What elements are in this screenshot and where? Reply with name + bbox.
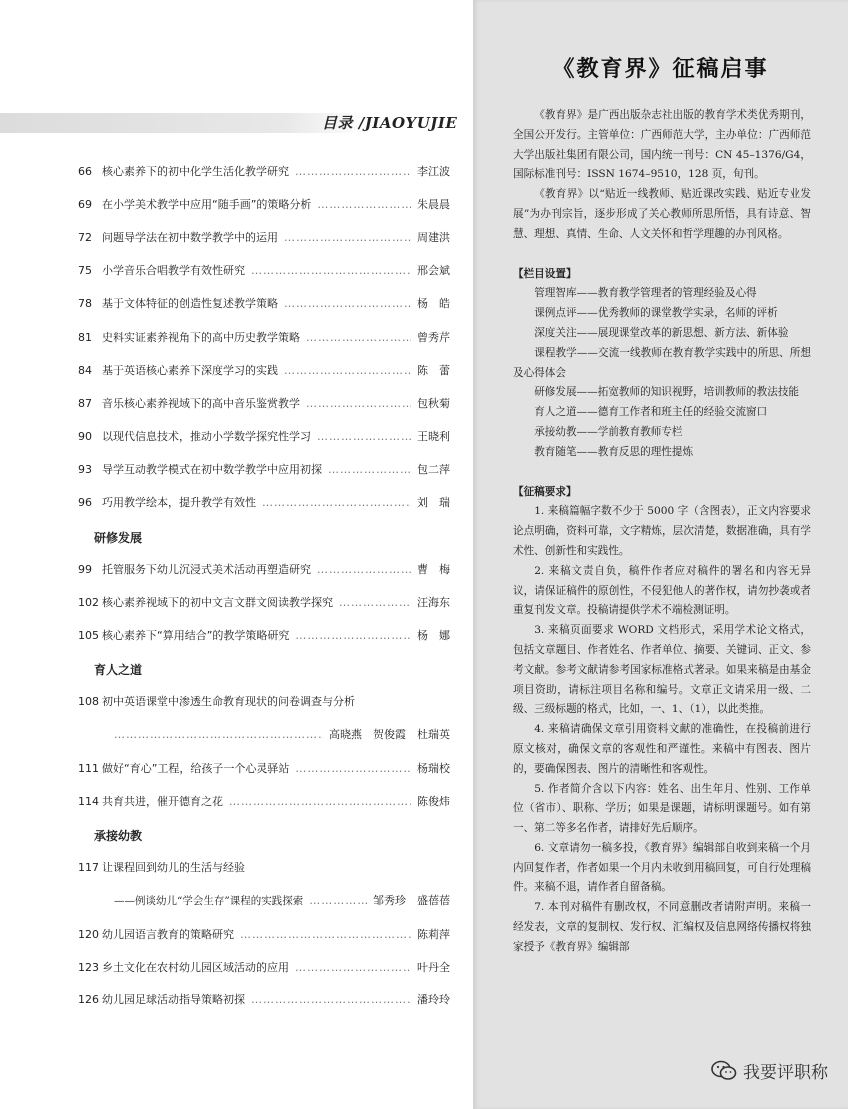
toc-entry[interactable]	[78, 163, 450, 181]
column-item: 教育随笔——教育反思的理性提炼	[534, 445, 694, 458]
toc-leader	[295, 627, 411, 645]
toc-entry[interactable]	[78, 991, 450, 1009]
toc-entry-page: 93	[78, 463, 92, 476]
requirement-item: 1. 来稿篇幅字数不少于 5000 字（含图表），正文内容要求论点明确，资料可靠，文字精炼，层次清楚，数据准确，具有学术性、创新性和实践性。	[513, 505, 811, 557]
toc-title: 目录 /JIAOYUJIE	[322, 114, 458, 132]
columns-heading: 【栏目设置】	[513, 267, 577, 280]
requirement-item: 7. 本刊对稿件有删改权，不同意删改者请附声明。来稿一经发表，文章的复制权、发行权、汇编权及信息网络传播权将独家授予《教育界》编辑部	[513, 901, 811, 953]
toc-entry-author: 汪海东	[417, 596, 450, 609]
toc-entry-page: 96	[78, 496, 92, 509]
toc-leader	[295, 760, 411, 778]
toc-leader	[339, 594, 411, 612]
toc-section-heading: 育人之道	[94, 663, 143, 677]
toc-entry-page: 87	[78, 397, 92, 410]
requirement-item: 3. 来稿页面要求 WORD 文档形式，采用学术论文格式，包括文章题目、作者姓名、作者单位、摘要、关键词、正文、参考文献。参考文献请参考国家标准格式著录。如果来稿是由基金项目资助，请标注项目名称和编号。文章正文请采用一级、二级、三级标题的格式，比如，一、1、（1），以此类推。	[513, 624, 811, 716]
toc-leader	[295, 959, 411, 977]
toc-entry-title: 导学互动教学模式在初中数学教学中应用初探	[102, 463, 322, 476]
toc-leader	[284, 362, 411, 380]
toc-entry-page: 114	[78, 795, 99, 808]
toc-entry-title: 核心素养下的初中化学生活化教学研究	[102, 165, 289, 178]
column-item: 课程教学——交流一线教师在教育教学实践中的所思、所想及心得体会	[513, 346, 811, 379]
toc-entry[interactable]	[78, 295, 450, 313]
toc-entry-page: 90	[78, 430, 92, 443]
toc-entry-title: 在小学美术教学中应用“随手画”的策略分析	[102, 198, 312, 211]
toc-leader	[229, 793, 411, 811]
column-item: 课例点评——优秀教师的课堂教学实录，名师的评析	[534, 307, 778, 320]
toc-entry[interactable]	[78, 760, 450, 778]
toc-entry-author: 陈 蕾	[417, 364, 450, 377]
toc-entry-title: 初中英语课堂中渗透生命教育现状的问卷调查与分析	[102, 695, 355, 708]
toc-entry-page: 99	[78, 563, 92, 576]
toc-leader	[284, 229, 411, 247]
column-item: 深度关注——展现课堂改革的新思想、新方法、新体验	[534, 326, 789, 339]
toc-entry[interactable]	[78, 229, 450, 247]
notice-body	[513, 106, 811, 958]
toc-leader	[317, 428, 411, 446]
toc-leader	[328, 461, 411, 479]
toc-leader	[309, 892, 367, 910]
toc-leader	[240, 926, 411, 944]
toc-entry[interactable]	[78, 329, 450, 347]
toc-entry-title: 做好“育心”工程，给孩子一个心灵驿站	[102, 762, 290, 775]
toc-entry-title: 基于英语核心素养下深度学习的实践	[102, 364, 278, 377]
toc-entry-page: 84	[78, 364, 92, 377]
toc-entry-page: 66	[78, 165, 92, 178]
toc-entry-title: 小学音乐合唱教学有效性研究	[102, 264, 245, 277]
toc-entry[interactable]	[78, 793, 450, 811]
toc-entry-title: 以现代信息技术，推动小学数学探究性学习	[102, 430, 311, 443]
requirements-heading: 【征稿要求】	[513, 485, 577, 498]
toc-entry[interactable]	[78, 494, 450, 512]
column-item: 研修发展——拓宽教师的知识视野，培训教师的教法技能	[534, 386, 800, 399]
toc-entry-author: 陈俊炜	[417, 795, 450, 808]
call-for-papers-panel	[473, 0, 848, 1109]
toc-leader	[251, 991, 411, 1009]
toc-entry-title: 共育共进，催开德育之花	[102, 795, 223, 808]
toc-entry-author: 王晓利	[417, 430, 450, 443]
toc-entry-author: 叶丹全	[417, 961, 450, 974]
toc-entry[interactable]	[78, 428, 450, 446]
toc-entry[interactable]	[78, 859, 450, 877]
toc-entry-author: 周建洪	[417, 231, 450, 244]
requirement-item: 5. 作者简介含以下内容：姓名、出生年月、性别、工作单位（省市）、职称、学历；如果是课题，请标明课题号。如有第一、第二等多名作者，请排好先后顺序。	[513, 782, 811, 835]
toc-entry-page: 105	[78, 629, 99, 642]
toc-entry-authors: 邹秀珍 盛蓓蓓	[373, 894, 450, 907]
toc-entry[interactable]	[78, 926, 450, 944]
toc-entry-title: 史料实证素养视角下的高中历史教学策略	[102, 331, 300, 344]
toc-entry[interactable]	[78, 362, 450, 380]
toc-entry-author: 潘玲玲	[417, 993, 450, 1006]
toc-entry[interactable]	[78, 959, 450, 977]
watermark-text: 我要评职称	[743, 1063, 828, 1083]
toc-section-heading: 承接幼教	[94, 829, 143, 843]
toc-entry-page: 69	[78, 198, 92, 211]
toc-entry-page: 117	[78, 861, 99, 874]
toc-entry-title: 托管服务下幼儿沉浸式美术活动再塑造研究	[102, 563, 311, 576]
toc-entry-author: 曾秀芹	[417, 331, 450, 344]
toc-entry-page: 111	[78, 762, 99, 775]
requirement-item: 4. 来稿请确保文章引用资料文献的准确性，在投稿前进行原文核对，确保文章的客观性和严谨性。来稿中有图表、图片的，要确保图表、图片的清晰性和客观性。	[513, 723, 811, 775]
toc-entry-page: 81	[78, 331, 92, 344]
toc-entry-title: 问题导学法在初中数学教学中的运用	[102, 231, 278, 244]
toc-entry-page: 108	[78, 695, 99, 708]
toc-leader	[306, 329, 411, 347]
toc-entry-title: 让课程回到幼儿的生活与经验	[102, 861, 245, 874]
column-item: 管理智库——教育教学管理者的管理经验及心得	[534, 287, 757, 300]
toc-entry[interactable]	[78, 262, 450, 280]
toc-entry-authors: 高晓燕 贺俊霞 杜瑞英	[329, 728, 450, 741]
toc-entry-title: 幼儿园语言教育的策略研究	[102, 928, 234, 941]
toc-entry-author: 杨瑞校	[417, 762, 450, 775]
toc-entry-author: 邢会斌	[417, 264, 450, 277]
toc-entry-subtitle: ——例谈幼儿“学会生存”课程的实践探索	[114, 895, 304, 907]
toc-leader	[306, 395, 411, 413]
toc-entry[interactable]	[78, 461, 450, 479]
toc-entry[interactable]	[78, 693, 450, 711]
toc-entry[interactable]	[78, 561, 450, 579]
toc-entry-continuation	[78, 726, 450, 744]
toc-entry-page: 75	[78, 264, 92, 277]
wechat-icon	[711, 1060, 737, 1082]
toc-entry-page: 102	[78, 596, 99, 609]
toc-entry-page: 120	[78, 928, 99, 941]
toc-entry-author: 李江波	[417, 165, 450, 178]
toc-leader	[284, 295, 411, 313]
toc-entry-title: 幼儿园足球活动指导策略初探	[102, 993, 245, 1006]
watermark	[711, 1058, 828, 1083]
toc-entry[interactable]	[78, 594, 450, 612]
toc-entry-page: 78	[78, 297, 92, 310]
requirement-item: 2. 来稿文责自负，稿件作者应对稿件的署名和内容无异议，请保证稿件的原创性，不侵犯他人的著作权，请勿抄袭或者重复刊发文章。投稿请提供学术不端检测证明。	[513, 564, 811, 617]
toc-entry[interactable]	[78, 627, 450, 645]
toc-entry-title: 基于文体特征的创造性复述教学策略	[102, 297, 278, 310]
toc-entry-title: 核心素养下“算用结合”的教学策略研究	[102, 629, 290, 642]
notice-title: 《教育界》征稿启事	[552, 56, 769, 82]
toc-leader	[114, 726, 323, 744]
column-item: 承接幼教——学前教育教师专栏	[534, 425, 683, 438]
toc-entry-author: 杨 皓	[417, 297, 450, 310]
column-item: 育人之道——德育工作者和班主任的经验交流窗口	[534, 406, 768, 419]
toc-entry-title: 音乐核心素养视域下的高中音乐鉴赏教学	[102, 397, 300, 410]
toc-entry-author: 陈莉萍	[417, 928, 450, 941]
toc-entry-title: 巧用教学绘本，提升教学有效性	[102, 496, 256, 509]
requirement-item: 6. 文章请勿一稿多投，《教育界》编辑部自收到来稿一个月内回复作者，作者如果一个月内未收到用稿回复，可自行处理稿件。来稿不退，请作者自留备稿。	[513, 841, 811, 894]
toc-leader	[295, 163, 411, 181]
toc-entry-page: 126	[78, 993, 99, 1006]
toc-entry-title: 核心素养视域下的初中文言文群文阅读教学探究	[102, 596, 333, 609]
toc-entry-author: 包秋菊	[417, 397, 450, 410]
toc-leader	[262, 494, 411, 512]
toc-leader	[251, 262, 411, 280]
notice-intro: 《教育界》是广西出版杂志社出版的教育学术类优秀期刊，全国公开发行。主管单位：广西师范大学，主办单位：广西师范大学出版社集团有限公司，国内统一刊号：CN 45–1376/G4，国际标准刊号：ISSN 1674–9510，128 页，旬刊。	[513, 109, 811, 181]
toc-entry-page: 123	[78, 961, 99, 974]
toc-entry-author: 朱晨晨	[417, 198, 450, 211]
toc-section-heading: 研修发展	[94, 531, 143, 545]
toc-entry[interactable]	[78, 196, 450, 214]
toc-entry-continuation	[78, 892, 450, 910]
toc-entry-author: 杨 娜	[417, 629, 450, 642]
toc-entry-author: 包二萍	[417, 463, 450, 476]
toc-entry-author: 曹 梅	[417, 563, 450, 576]
toc-entry-title: 乡土文化在农村幼儿园区域活动的应用	[102, 961, 289, 974]
toc-entry-page: 72	[78, 231, 92, 244]
toc-entry[interactable]	[78, 395, 450, 413]
toc-entry-author: 刘 瑞	[417, 496, 450, 509]
toc-leader	[317, 561, 411, 579]
toc-leader	[317, 196, 411, 214]
notice-intro: 《教育界》以“贴近一线教师、贴近课改实践、贴近专业发展”为办刊宗旨，逐步形成了关心教师所思所悟，具有诗意、智慧、理想、真情、生命、人文关怀和哲学理趣的办刊风格。	[513, 188, 811, 240]
